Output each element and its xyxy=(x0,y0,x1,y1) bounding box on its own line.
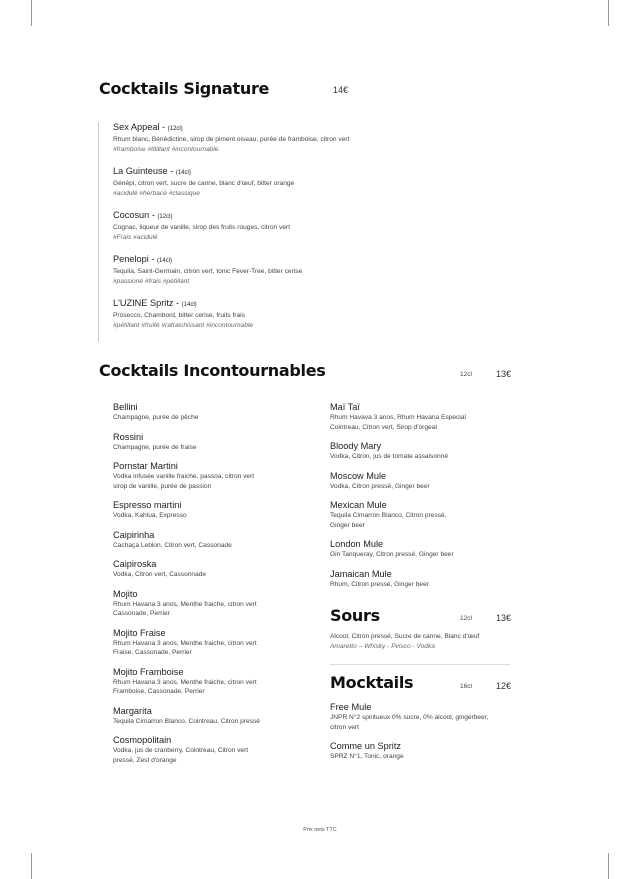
item-description: Rhum Havana 3 anos, Menthe fraiche, citron vert xyxy=(113,600,257,608)
item-description: Tequila Cimarron Blanco, Citron pressé, xyxy=(330,512,447,519)
item-tags: #pétillant #fruité #rafraichissant #incontournable xyxy=(113,321,254,329)
item-tags: #Frais #acidulé xyxy=(113,233,158,241)
item-volume: (14cl) xyxy=(156,258,172,264)
item-volume: (12cl) xyxy=(167,126,183,132)
item-name: Cosmopolitain xyxy=(113,735,172,745)
item-description: Vodka, Kahlua, Expresso xyxy=(113,512,187,519)
item-description: Framboise, Cassonade, Perrier xyxy=(113,688,205,695)
item-description: Vodka, jus de cranberry, Cointreau, Citron vert xyxy=(113,747,249,754)
item-name: Free Mule xyxy=(330,702,372,712)
sours-description: Alcool, Citron pressé, Sucre de canne, Blanc d'œuf xyxy=(330,633,480,640)
sours-options: Amaretto – Whisky - Pvisco - Vodka xyxy=(330,642,435,650)
section-divider xyxy=(330,664,510,665)
item-description: Vodka, Citron pressé, Ginger beer xyxy=(330,482,430,490)
item-name xyxy=(113,254,398,267)
item-description: JNPR N°2 spiritueux 0% sucre, 0% alcool, gingerbeer, xyxy=(330,714,489,721)
item-name xyxy=(113,210,398,223)
item-description: Cointreau, Citron vert, Sirop d'orgeat xyxy=(330,423,438,431)
incontournables-right-column xyxy=(330,402,520,598)
menu-item xyxy=(113,254,398,286)
item-description: Vodka, Citron, jus de tomate assaisonné xyxy=(330,453,449,460)
item-description: Vodka infusée vanille fraiche, passoa, citron vert xyxy=(113,473,255,480)
menu-item xyxy=(330,702,530,732)
item-tags: #acidulé #herbacé #classique xyxy=(113,189,200,197)
item-name-text: L'UZINE Spritz - xyxy=(113,298,182,308)
item-description: Ginger beer xyxy=(330,521,365,529)
item-name: Maï Taï xyxy=(330,402,360,412)
sours-price: 13€ xyxy=(496,613,512,623)
item-description: Prosecco, Chambord, bitter cerise, fruits frais xyxy=(113,312,245,319)
item-name: Mojito Framboise xyxy=(113,666,184,677)
menu-item xyxy=(113,559,313,580)
menu-item xyxy=(330,441,520,462)
item-name: Mexican Mule xyxy=(330,500,387,510)
signature-price: 14€ xyxy=(333,85,349,95)
item-description: Cognac, liqueur de vanille, sirop des fruits rouges, citron vert xyxy=(113,224,291,231)
menu-item xyxy=(330,402,520,432)
menu-item xyxy=(113,122,398,154)
incontournables-volume: 12cl xyxy=(460,371,472,378)
item-name xyxy=(113,298,398,311)
menu-item xyxy=(113,298,398,330)
item-name xyxy=(113,166,398,179)
crop-mark xyxy=(608,853,609,879)
mocktails-volume: 16cl xyxy=(460,683,472,690)
sours-volume: 12cl xyxy=(460,615,472,622)
item-description: Tequila Cimarron Blanco, Cointreau, Citron pressé xyxy=(113,717,260,725)
item-name: Rossini xyxy=(113,431,144,442)
mocktails-price: 12€ xyxy=(496,681,512,691)
menu-item xyxy=(113,166,398,198)
menu-item xyxy=(113,628,313,658)
item-name: Comme un Spritz xyxy=(330,741,401,751)
mocktails-list xyxy=(330,702,530,771)
section-title-mocktails: Mocktails xyxy=(330,673,414,692)
item-name xyxy=(113,122,398,135)
menu-item xyxy=(113,402,313,423)
item-description: Cassonade, Perrier xyxy=(113,610,170,617)
crop-mark xyxy=(31,853,32,879)
item-name: Jamaican Mule xyxy=(330,568,392,579)
menu-item xyxy=(330,500,520,530)
item-name: London Mule xyxy=(330,539,384,549)
item-description: Rhum blanc, Bénédictine, sirop de piment oiseau, purée de framboise, citron vert xyxy=(113,136,350,143)
menu-item xyxy=(113,530,313,551)
item-description: Rhum Havana 3 anos, Menthe fraiche, citron vert xyxy=(113,639,257,647)
item-tags: #passioné #frais #pétillant xyxy=(113,277,190,285)
item-description: Cachaça Leblon, Citron vert, Cassonade xyxy=(113,541,232,549)
menu-item xyxy=(113,210,398,242)
item-volume: (12cl) xyxy=(157,214,173,220)
item-name: Caipiroska xyxy=(113,559,157,569)
menu-item xyxy=(330,539,520,560)
item-name: Pornstar Martini xyxy=(113,461,178,471)
section-title-sours: Sours xyxy=(330,606,380,625)
item-description: Champagne, purée de fraise xyxy=(113,443,197,451)
item-description: Gin Tanqueray, Citron pressé, Ginger beer xyxy=(330,551,454,558)
item-description: Rhum, Citron pressé, Ginger beer xyxy=(330,580,429,588)
menu-item xyxy=(113,735,313,765)
sours-details xyxy=(330,632,520,651)
item-name-text: Cocosun - xyxy=(113,210,158,220)
menu-item xyxy=(330,741,530,762)
item-description: Rhum Havana 3 anos, Menthe fraiche, citron vert xyxy=(113,678,257,686)
item-description: SPRZ N°1, Tonic, orange xyxy=(330,753,404,760)
item-volume: (14cl) xyxy=(181,302,197,308)
item-description: Champagne, purée de pêche xyxy=(113,414,199,421)
menu-item xyxy=(113,432,313,453)
footer-note: Prix nets TTC xyxy=(303,827,337,833)
menu-item xyxy=(113,667,313,697)
menu-item xyxy=(113,589,313,619)
item-description: Fraise, Cassonade, Perrier xyxy=(113,649,192,656)
item-name: Moscow Mule xyxy=(330,470,387,481)
menu-item xyxy=(113,461,313,491)
item-volume: (14cl) xyxy=(175,170,191,176)
item-name: Mojito xyxy=(113,588,138,599)
menu-item xyxy=(330,471,520,492)
item-name: Mojito Fraise xyxy=(113,627,166,638)
incontournables-left-column xyxy=(113,402,313,774)
item-name: Bellini xyxy=(113,402,138,412)
crop-mark xyxy=(31,0,32,26)
item-name: Bloody Mary xyxy=(330,441,382,451)
item-name: Espresso martini xyxy=(113,500,182,510)
signature-list xyxy=(98,122,398,342)
item-description: Génépi, citron vert, sucre de canne, blanc d'œuf, bitter orange xyxy=(113,180,295,187)
section-title-incontournables: Cocktails Incontournables xyxy=(99,361,326,380)
item-description: Rhum Havava 3 anos, Rhum Havana Especial xyxy=(330,414,466,421)
item-name-text: Penelopi - xyxy=(113,254,157,264)
item-name-text: La Guinteuse - xyxy=(113,166,176,176)
item-description: citron vert xyxy=(330,723,359,731)
item-description: Vodka, Citron vert, Cassonnade xyxy=(113,571,207,578)
item-description: sirop de vanille, purée de passion xyxy=(113,482,212,490)
menu-item xyxy=(330,569,520,590)
incontournables-price: 13€ xyxy=(496,369,512,379)
item-name-text: Sex Appeal - xyxy=(113,122,168,132)
section-title-signature: Cocktails Signature xyxy=(99,79,270,98)
menu-item xyxy=(113,706,313,727)
menu-item xyxy=(113,500,313,521)
item-tags: #framboise #titillant #incontournable xyxy=(113,145,219,153)
item-description: pressé, Zest d'orange xyxy=(113,756,177,764)
crop-mark xyxy=(608,0,609,26)
item-description: Tequila, Saint-Germain, citron vert, tonic Fever-Tree, bitter cerise xyxy=(113,268,303,275)
item-name: Margarita xyxy=(113,705,152,716)
item-name: Caipirinha xyxy=(113,529,155,540)
